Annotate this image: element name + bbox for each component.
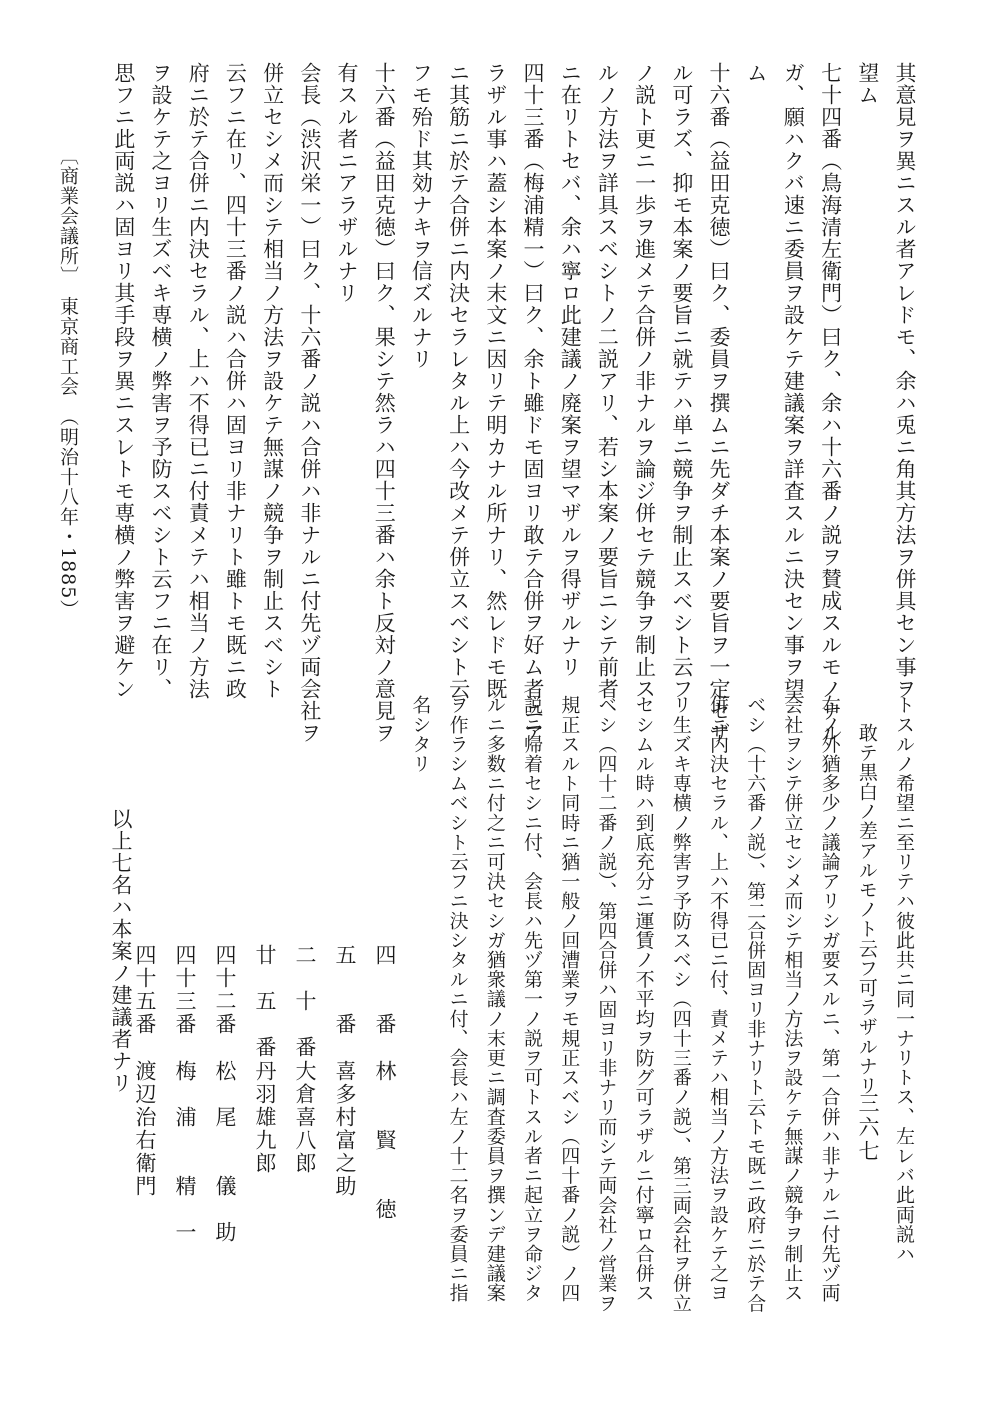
text-column: 其意見ヲ異ニスル者アレドモ、余ハ兎ニ角其方法ヲ併具セン事ヲ <box>893 62 917 700</box>
text-column: セシムル時ハ到底充分ニ運賃ノ不平均ヲ防グ可ラザルニ付寧ロ合併ス <box>632 695 655 1303</box>
member-name: 大倉喜八郎 <box>293 1060 317 1175</box>
text-column: ベシ（十六番ノ説）、第二合併固ヨリ非ナリト云トモ既ニ政府ニ於テ合 <box>744 695 767 1313</box>
text-column: 思フニ此両説ハ固ヨリ其手段ヲ異ニスレトモ専横ノ弊害ヲ避ケン <box>111 62 136 700</box>
member-name: 梅 浦 精 一 <box>173 1060 197 1244</box>
text-column: 七十四番（鳥海清左衛門）曰ク、余ハ十六番ノ説ヲ賛成スルモノナル <box>818 62 843 744</box>
text-column: 十六番（益田克徳）曰ク、果シテ然ラハ四十三番ハ余ト反対ノ意見ヲ <box>372 62 397 744</box>
text-column: ルニ多数ニ付之ニ可決セシガ猶衆議ノ末更ニ調査委員ヲ撰ンデ建議案 <box>483 695 506 1303</box>
member-number: 四 番 <box>373 944 397 1036</box>
text-column: ニ其筋ニ於テ合併ニ内決セラレタル上ハ今改メテ併立スベシト云 <box>446 62 471 700</box>
text-column: 有スル者ニアラザルナリ <box>335 62 359 304</box>
text-column: 望ム <box>855 62 880 106</box>
member-name: 喜多村富之助 <box>333 1060 357 1198</box>
text-column: ル可ラズ、抑モ本案ノ要旨ニ就テハ単ニ競争ヲ制止スベシト云フ <box>669 62 694 700</box>
text-column: リ生ズキ専横ノ弊害ヲ予防スベシ（四十三番ノ説）、第三両会社ヲ併立 <box>669 695 692 1313</box>
text-column: 敢テ黒白ノ差アルモノト云フ可ラザルナリ <box>855 723 878 1096</box>
member-name: 丹羽雄九郎 <box>253 1060 277 1175</box>
member-number: 二 十 番 <box>293 944 317 1059</box>
text-column: 名シタリ <box>409 695 432 774</box>
text-column: 会長（渋沢栄一）曰ク、十六番ノ説ハ合併ハ非ナルニ付先ヅ両会社ヲ <box>297 62 322 744</box>
closing-line: 以上七名ハ本案ノ建議者ナリ <box>109 808 133 1094</box>
member-name: 林 賢 徳 <box>373 1060 397 1221</box>
text-column: ム <box>744 62 769 84</box>
text-column: ベシ（四十二番ノ説）、第四合併ハ固ヨリ非ナリ而シテ両会社ノ営業ヲ <box>595 695 618 1313</box>
text-column: ノ説ト更ニ一歩ヲ進メテ合併ノ非ナルヲ論ジ併セテ競争ヲ制止ス <box>632 62 657 700</box>
text-column: ヲ設ケテ之ヨリ生ズベキ専横ノ弊害ヲ予防スベシト云フニ在リ、 <box>149 62 173 700</box>
text-column: 併ニ内決セラル、上ハ不得已ニ付、責メテハ相当ノ方法ヲ設ケテ之ヨ <box>707 695 729 1303</box>
text-column: フモ殆ド其効ナキヲ信ズルナリ <box>409 62 434 370</box>
text-column: トスルノ希望ニ至リテハ彼此共ニ同一ナリトス、左レバ此両説ハ <box>893 695 915 1264</box>
text-column: 府ニ於テ合併ニ内決セラル、上ハ不得已ニ付責メテハ相当ノ方法 <box>186 62 211 700</box>
text-column: ガ、願ハクバ速ニ委員ヲ設ケテ建議案ヲ詳査スルニ決セン事ヲ望 <box>781 62 806 700</box>
text-column: ルノ方法ヲ詳具スベシトノ二説アリ、若シ本案ノ要旨ニシテ前者 <box>595 62 620 700</box>
text-column: 会社ヲシテ併立セシメ而シテ相当ノ方法ヲ設ケテ無謀ノ競争ヲ制止ス <box>781 695 804 1303</box>
text-column: ヲ作ラシムベシト云フニ決シタルニ付、会長ハ左ノ十二名ヲ委員ニ指 <box>446 695 469 1303</box>
member-number: 五 番 <box>333 944 357 1036</box>
text-column: ニ在リトセバ、余ハ寧ロ此建議ノ廃案ヲ望マザルヲ得ザルナリ <box>558 62 583 678</box>
text-column: 併立セシメ而シテ相当ノ方法ヲ設ケテ無謀ノ競争ヲ制止スベシト <box>260 62 285 700</box>
text-column: 規正スルト同時ニ猶一般ノ回漕業ヲモ規正スベシ（四十番ノ説）ノ四 <box>558 695 581 1303</box>
text-column: 云フニ在リ、四十三番ノ説ハ合併ハ固ヨリ非ナリト雖トモ既ニ政 <box>223 62 248 700</box>
member-name: 渡辺治右衛門 <box>133 1060 157 1198</box>
page-number: 三六七 <box>856 1092 880 1164</box>
text-column: 説ニ帰着セシニ付、会長ハ先ヅ第一ノ説ヲ可トスル者ニ起立ヲ命ジタ <box>521 695 543 1303</box>
text-column: ラザル事ハ蓋シ本案ノ末文ニ因リテ明カナル所ナリ、然レドモ既 <box>483 62 508 700</box>
member-number: 廿 五 番 <box>253 944 277 1059</box>
text-column: 右ノ外猶多少ノ議論アリシガ要スルニ、第一合併ハ非ナルニ付先ヅ両 <box>818 695 841 1303</box>
page-footer: 〔商業会議所〕 東京商工会 （明治十八年・1885） <box>57 146 79 620</box>
text-column: 十六番（益田克徳）曰ク、委員ヲ撰ムニ先ダチ本案ノ要旨ヲ一定セザ <box>707 62 731 744</box>
member-number: 四十二番 <box>213 944 237 1036</box>
member-name: 松 尾 儀 助 <box>213 1060 237 1244</box>
member-number: 四十三番 <box>173 944 197 1036</box>
member-number: 四十五番 <box>133 944 157 1036</box>
text-column: 四十三番（梅浦精一）曰ク、余ト雖ドモ固ヨリ敢テ合併ヲ好ム者ニア <box>521 62 545 744</box>
